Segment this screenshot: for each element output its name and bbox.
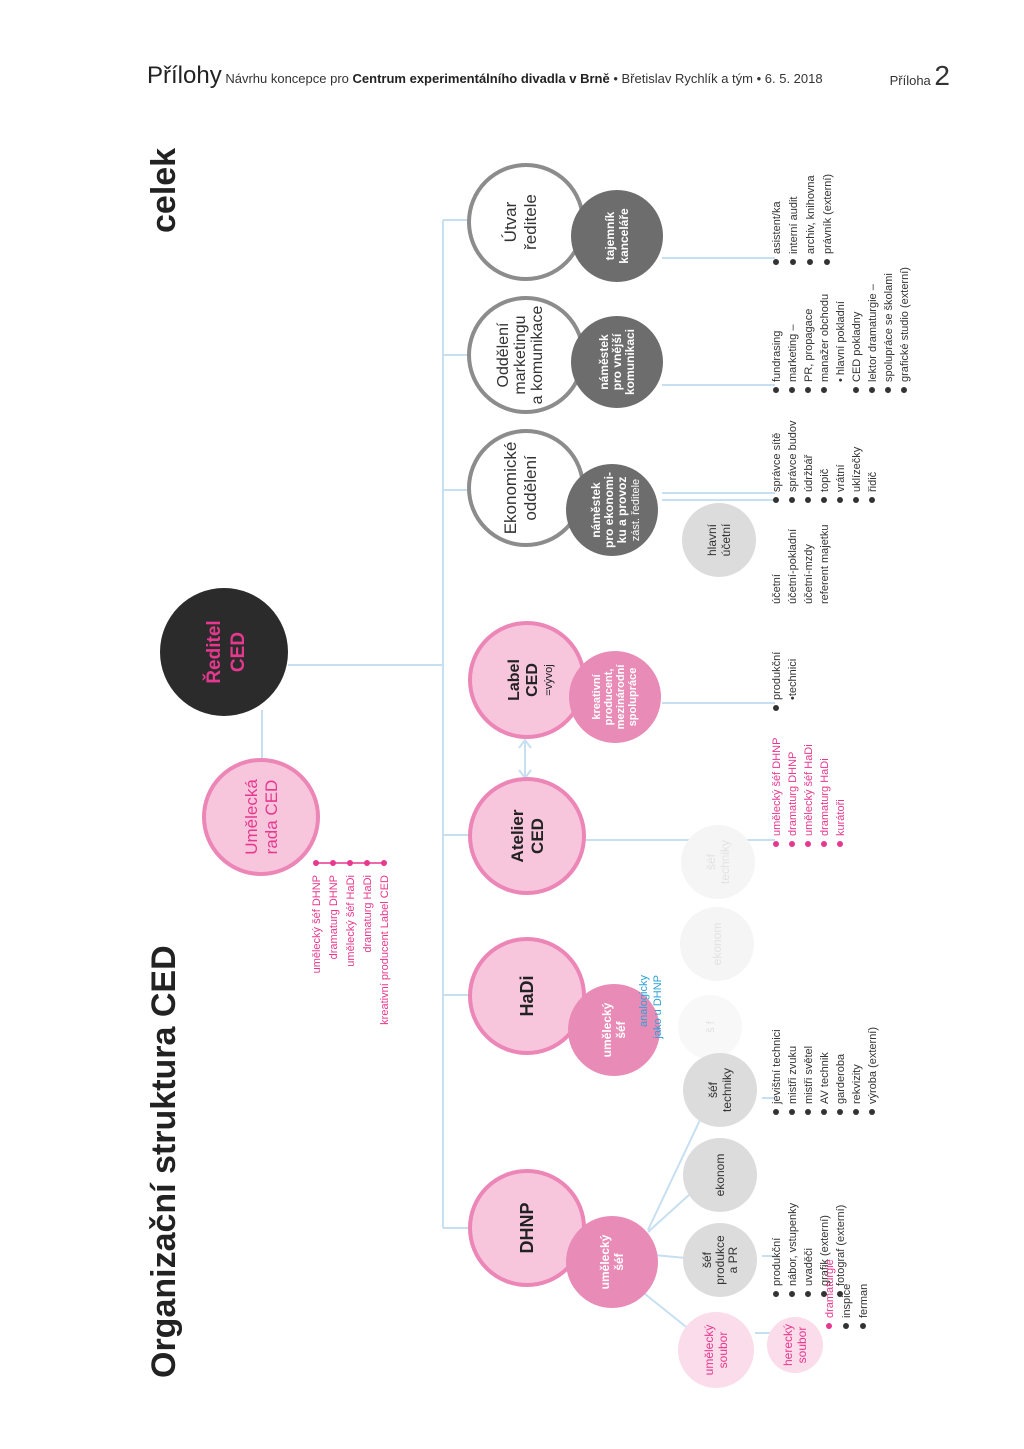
- hadi-node: [470, 939, 584, 1053]
- section-label: celek: [145, 147, 183, 233]
- tech-staff-item: mistři zvuku: [787, 1045, 799, 1104]
- operations-staff-item: vrátní: [835, 464, 847, 492]
- ghost-tech-label-1: šéf: [704, 853, 718, 871]
- tech-staff-bullet: [821, 1109, 827, 1115]
- atelier-label-1: Atelier: [508, 809, 527, 863]
- production-staff-item: produkční: [771, 1237, 783, 1286]
- marketing-staff-item: manažer obchodu: [819, 293, 831, 382]
- director-office-node: [469, 165, 583, 279]
- marketing-staff-item: grafické studio (externí): [899, 267, 911, 382]
- tech-head-label-1: šéf: [706, 1081, 720, 1099]
- operations-staff-item: topič: [819, 468, 831, 492]
- atelier-ced-node: [470, 779, 584, 893]
- atelier-label-2: CED: [528, 818, 547, 854]
- office-staff-item: asistent/ka: [771, 201, 783, 254]
- dhnp-art-head-label-2: šéf: [612, 1253, 626, 1271]
- atelier-members-bullet: [837, 841, 843, 847]
- economist-node: [683, 1138, 757, 1212]
- operations-staff-item: správce budov: [787, 420, 799, 492]
- art-ensemble-label-1: umělecký: [702, 1324, 716, 1376]
- atelier-members-item: umělecký šéf HaDi: [803, 744, 815, 836]
- atelier-members-bullet: [789, 841, 795, 847]
- accounting-staff-item: referent majetku: [819, 524, 831, 604]
- director-label-1: Ředitel: [204, 620, 225, 684]
- atelier-members-item: dramaturg HaDi: [819, 758, 831, 836]
- label-staff-item: •technici: [787, 658, 799, 700]
- production-head-label-2: produkce: [713, 1235, 727, 1285]
- production-staff-item: nábor, vstupenky: [787, 1202, 799, 1286]
- economic-deputy-label-1: náměstek: [589, 482, 603, 538]
- tech-staff-item: AV technik: [819, 1052, 831, 1104]
- atelier-members-bullet: [805, 841, 811, 847]
- ghost-tech-label-2: techniky: [718, 839, 732, 885]
- office-secretary-node: [571, 190, 663, 282]
- tech-staff-bullet: [805, 1109, 811, 1115]
- ensemble-staff-item: ferman: [858, 1283, 870, 1318]
- marketing-deputy-label-3: komunikaci: [623, 328, 637, 396]
- label-staff-item: produkční: [771, 651, 783, 700]
- header-subtitle-post: • Břetislav Rychlík a tým • 6. 5. 2018: [613, 71, 823, 86]
- operations-staff-bullet: [869, 497, 875, 503]
- hadi-art-head-label-1: umělecký: [600, 1002, 614, 1058]
- creative-producer-node: [569, 651, 661, 743]
- marketing-staff-bullet: [869, 387, 875, 393]
- tech-head-node: [683, 1053, 757, 1127]
- marketing-staff-item: lektor dramaturgie –: [867, 284, 879, 382]
- accounting-staff-item: účetní-mzdy: [803, 544, 815, 604]
- art-ensemble-label-2: soubor: [716, 1331, 730, 1369]
- tech-staff-item: výroba (externí): [867, 1026, 879, 1104]
- chief-accountant-label-2: účetní: [719, 523, 733, 557]
- office-staff-bullet: [790, 259, 796, 265]
- marketing-deputy-label-2: pro vnější: [610, 333, 624, 391]
- operations-staff-bullet: [837, 497, 843, 503]
- economist-label: ekonom: [713, 1153, 727, 1197]
- ghost-faint-label: š f: [705, 1021, 717, 1033]
- office-staff-bullet: [807, 259, 813, 265]
- actors-ensemble-label-1: herecký: [781, 1323, 795, 1367]
- appendix-number: 2: [934, 60, 950, 91]
- operations-staff-item: řidič: [867, 471, 879, 492]
- diagram-title: Organizační struktura CED: [145, 945, 183, 1378]
- economic-label-2: oddělení: [521, 455, 540, 521]
- economic-label-1: Ekonomické: [501, 441, 520, 535]
- marketing-staff-item: marketing –: [787, 324, 799, 382]
- tech-head-label-2: techniky: [720, 1067, 734, 1113]
- label-ced-note: =vývoj: [543, 664, 555, 696]
- operations-staff-bullet: [853, 497, 859, 503]
- chief-accountant-label-1: hlavní: [705, 523, 719, 557]
- ensemble-staff-bullet: [826, 1323, 832, 1329]
- tech-staff-item: jevištní technici: [771, 1029, 783, 1104]
- atelier-members-item: dramaturg DHNP: [787, 751, 799, 836]
- operations-staff-bullet: [805, 497, 811, 503]
- production-staff-bullet: [805, 1291, 811, 1297]
- tech-staff-bullet: [789, 1109, 795, 1115]
- operations-staff-bullet: [773, 497, 779, 503]
- chief-accountant-node: [682, 503, 756, 577]
- appendix-label: Příloha: [889, 73, 931, 88]
- production-head-label-1: šéf: [700, 1251, 714, 1269]
- ensemble-staff-item: dramaturgie: [824, 1259, 836, 1318]
- tech-staff-bullet: [853, 1109, 859, 1115]
- art-council-member: dramaturg DHNP: [328, 875, 340, 960]
- label-ced-node: [470, 623, 584, 737]
- marketing-staff-bullet: [805, 387, 811, 393]
- marketing-deputy-node: [571, 316, 663, 408]
- office-staff-bullet: [773, 259, 779, 265]
- hadi-label: HaDi: [517, 975, 537, 1017]
- operations-staff-bullet: [789, 497, 795, 503]
- economic-deputy-label-2: pro ekonomi-: [602, 471, 616, 549]
- economic-deputy-node: [566, 464, 658, 556]
- operations-staff-item: správce sítě: [771, 432, 783, 492]
- tech-staff-item: garderoba: [835, 1053, 847, 1104]
- marketing-staff-bullet: [773, 387, 779, 393]
- dhnp-label: DHNP: [517, 1202, 537, 1254]
- actors-ensemble-node: [767, 1317, 823, 1373]
- art-council-members: [311, 875, 391, 1025]
- marketing-staff-bullet: [789, 387, 795, 393]
- tech-staff-item: rekvizity: [851, 1064, 863, 1104]
- director-node: [160, 588, 288, 716]
- marketing-label-2: marketingu: [512, 315, 529, 395]
- header-subtitle-bold: Centrum experimentálního divadla v Brně: [352, 71, 610, 86]
- art-council-member: dramaturg HaDi: [362, 875, 374, 953]
- ghost-economist-label: ekonom: [710, 922, 724, 966]
- marketing-staff-item: spolupráce se školami: [883, 273, 895, 382]
- marketing-staff-item: • hlavní pokladní: [835, 301, 847, 382]
- marketing-staff-item: PR, propagace: [803, 308, 815, 382]
- director-office-label-2: ředitele: [521, 194, 540, 250]
- header-title: Přílohy: [147, 62, 222, 89]
- operations-staff-item: uklízečky: [851, 446, 863, 492]
- marketing-dept-node: [469, 298, 583, 412]
- ghost-economist-node: [680, 907, 754, 981]
- office-staff-item: právník (externí): [822, 173, 834, 254]
- creative-producer-label-4: spolupráce: [627, 667, 639, 727]
- economic-dept-node: [469, 431, 583, 545]
- atelier-members-bullet: [773, 841, 779, 847]
- operations-staff-bullet: [821, 497, 827, 503]
- tech-staff-bullet: [837, 1109, 843, 1115]
- office-secretary-label-2: kanceláře: [617, 208, 631, 264]
- production-staff-item: uvaděči: [803, 1248, 815, 1286]
- marketing-staff-bullet: [901, 387, 907, 393]
- production-staff-item: fotograf (externí): [835, 1204, 847, 1286]
- ensemble-staff-bullet: [860, 1323, 866, 1329]
- director-office-label-1: Útvar: [501, 201, 520, 243]
- art-council-member: umělecký šéf HaDi: [345, 875, 357, 967]
- marketing-label-1: Oddělení: [495, 322, 512, 388]
- marketing-staff-item: fundrasing: [771, 330, 783, 382]
- tech-staff-bullet: [773, 1109, 779, 1115]
- office-staff-item: interní audit: [788, 196, 800, 254]
- hadi-art-head-label-2: šéf: [614, 1021, 628, 1039]
- header-subtitle-pre: Návrhu koncepce pro: [225, 71, 349, 86]
- label-ced-label-2: CED: [524, 663, 541, 697]
- director-label-2: CED: [228, 631, 249, 673]
- art-ensemble-node: [678, 1312, 754, 1388]
- economic-deputy-note: zást. ředitele: [630, 478, 642, 542]
- tech-staff-item: mistři světel: [803, 1045, 815, 1104]
- marketing-deputy-label-1: náměstek: [597, 334, 611, 390]
- office-secretary-label-1: tajemník: [603, 211, 617, 261]
- marketing-staff-bullet: [853, 387, 859, 393]
- accounting-staff-item: účetní: [771, 574, 783, 604]
- atelier-members-item: umělecký šéf DHNP: [771, 737, 783, 836]
- tech-staff-bullet: [869, 1109, 875, 1115]
- art-council-label-2: rada CED: [262, 779, 281, 855]
- production-head-label-3: a PR: [726, 1246, 740, 1274]
- atelier-members-item: kurátoři: [835, 799, 847, 836]
- marketing-staff-item: CED pokladny: [851, 311, 863, 382]
- art-council-member: umělecký šéf DHNP: [311, 875, 323, 974]
- hadi-note-line-1: analogicky: [638, 975, 650, 1027]
- production-head-node: [683, 1223, 757, 1297]
- office-staff-bullet: [824, 259, 830, 265]
- creative-producer-label-3: mezinárodní: [615, 664, 627, 730]
- marketing-label-3: a komunikace: [529, 305, 546, 405]
- art-council-member: kreativní producent Label CED: [379, 875, 391, 1025]
- hadi-note-line-2: jako u DHNP: [652, 975, 664, 1039]
- production-staff-bullet: [773, 1291, 779, 1297]
- staff-lists: [771, 174, 911, 1329]
- dhnp-art-head-node: [566, 1216, 658, 1308]
- ensemble-staff-item: inspice: [841, 1283, 853, 1318]
- accounting-staff-item: účetní-pokladní: [787, 528, 799, 604]
- creative-producer-label-2: producent,: [603, 668, 615, 726]
- art-council-label-1: Umělecká: [242, 779, 261, 855]
- operations-staff-item: údržbář: [803, 454, 815, 492]
- art-council-node: [204, 760, 318, 874]
- ghost-tech-node: [681, 825, 755, 899]
- label-ced-label-1: Label: [506, 659, 523, 701]
- ghost-faint-node: [678, 995, 742, 1059]
- marketing-staff-bullet: [885, 387, 891, 393]
- production-staff-item: grafik (externí): [819, 1215, 831, 1286]
- marketing-staff-bullet: [821, 387, 827, 393]
- label-staff-bullet: [773, 705, 779, 711]
- ensemble-staff-bullet: [843, 1323, 849, 1329]
- actors-ensemble-label-2: soubor: [795, 1326, 809, 1364]
- office-staff-item: archiv, knihovna: [805, 175, 817, 254]
- creative-producer-label-1: kreativní: [591, 674, 603, 720]
- atelier-members-bullet: [821, 841, 827, 847]
- dhnp-art-head-label-1: umělecký: [598, 1234, 612, 1290]
- economic-deputy-label-3: ku a provoz: [615, 476, 629, 544]
- production-staff-bullet: [789, 1291, 795, 1297]
